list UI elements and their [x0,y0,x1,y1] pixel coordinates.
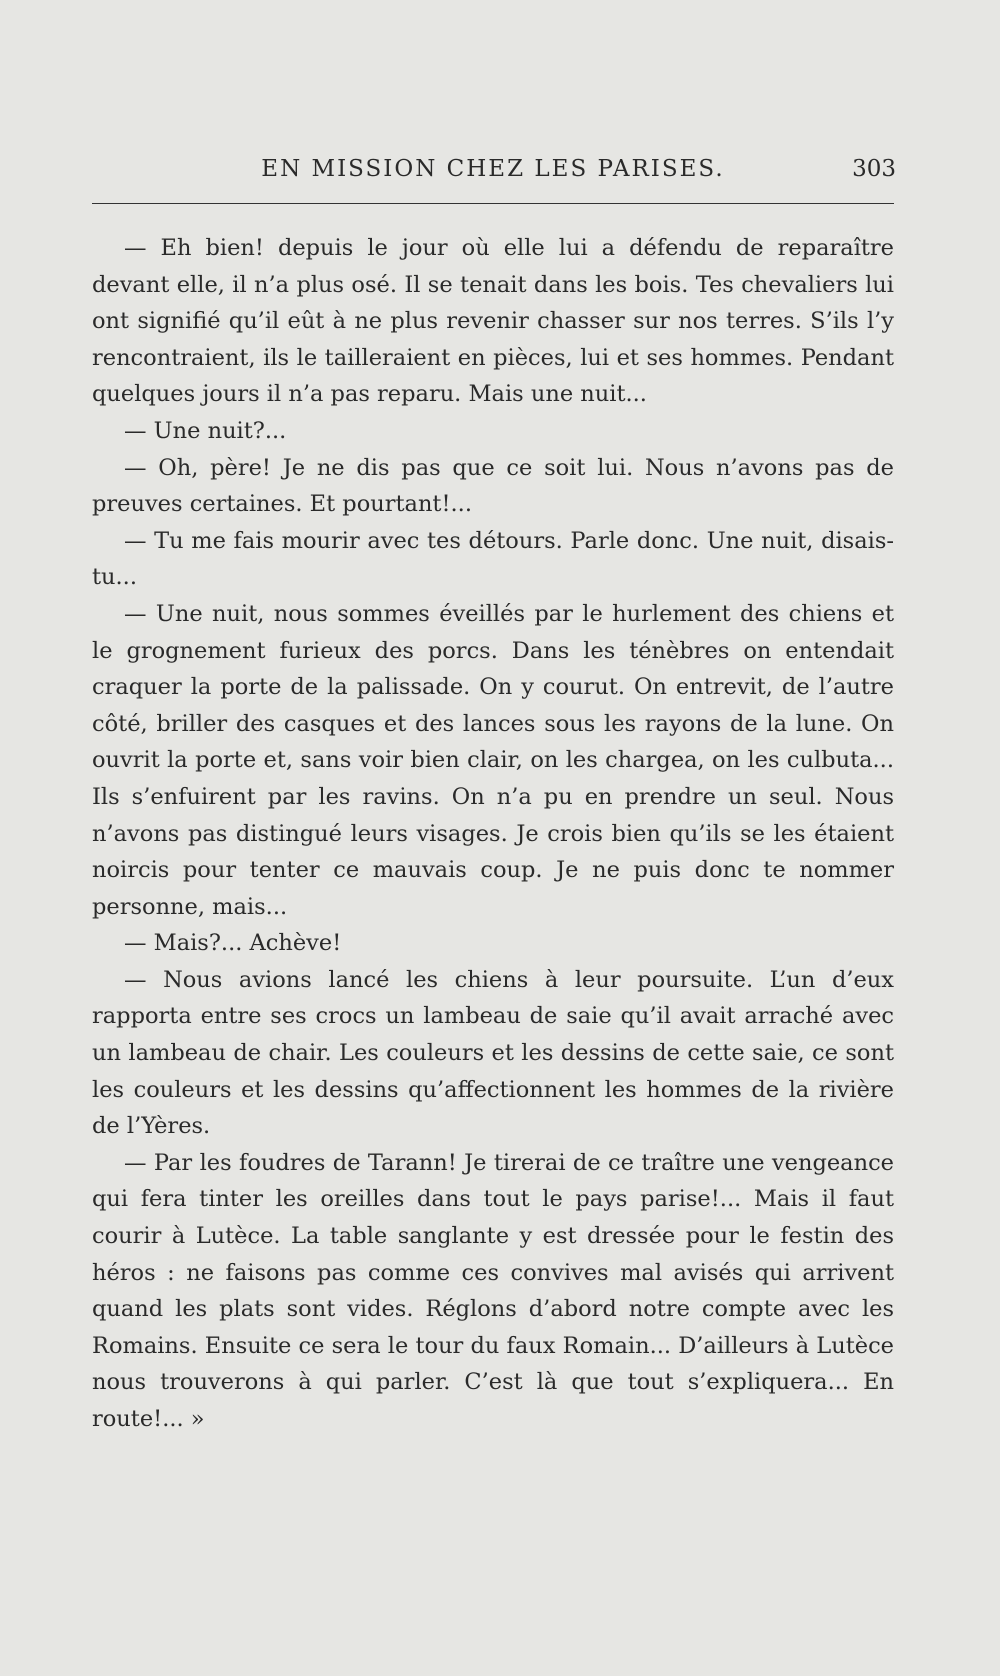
body-text [92,230,894,1438]
paragraph: — Mais?... Achève! [124,930,342,957]
paragraph: — Une nuit?... [124,417,287,444]
paragraph: — Eh bien! depuis le jour où elle lui a défendu de reparaître devant elle, il n’a plus osé. Il se tenait dans les bois. Tes chevaliers lui ont signifié qu’il eût à ne plus revenir chasser sur nos terres. S’ils l’y rencontraient, ils le tailleraient en pièces, lui et ses hommes. Pendant quelques jours il n’a pas reparu. Mais une nuit... [92,235,894,408]
paragraph: — Oh, père! Je ne dis pas que ce soit lui. Nous n’avons pas de preuves certaines. Et pourtant!... [92,454,894,518]
paragraph: — Par les foudres de Tarann! Je tirerai de ce traître une vengeance qui fera tinter les oreilles dans tout le pays parise!... Mais il faut courir à Lutèce. La table sanglante y est dressée pour le festin des héros : ne faisons pas comme ces convives mal avisés qui arrivent quand les plats sont vides. Réglons d’abord notre compte avec les Romains. Ensuite ce sera le tour du faux Romain... D’ailleurs à Lutèce nous trouverons à qui parler. C’est là que tout s’expliquera... En route!... » [92,1149,894,1432]
running-title: EN MISSION CHEZ LES PARISES. [261,156,725,182]
header-rule [92,203,894,204]
paragraph: — Une nuit, nous sommes éveillés par le hurlement des chiens et le grognement furieux des porcs. Dans les ténèbres on entendait craquer la porte de la palissade. On y courut. On entrevit, de l’autre côté, briller des casques et des lances sous les rayons de la lune. On ouvrit la porte et, sans voir bien clair, on les chargea, on les culbuta... Ils s’enfuirent par les ravins. On n’a pu en prendre un seul. Nous n’avons pas distingué leurs visages. Je crois bien qu’ils se les étaient noircis pour tenter ce mauvais coup. Je ne puis donc te nommer personne, mais... [92,600,894,920]
running-head [92,152,896,186]
paragraph: — Tu me fais mourir avec tes détours. Parle donc. Une nuit, disais-tu... [92,527,894,591]
page-number: 303 [852,156,896,182]
paragraph: — Nous avions lancé les chiens à leur poursuite. L’un d’eux rapporta entre ses crocs un lambeau de saie qu’il avait arraché avec un lambeau de chair. Les couleurs et les dessins de cette saie, ce sont les couleurs et les dessins qu’affectionnent les hommes de la rivière de l’Yères. [92,966,894,1140]
